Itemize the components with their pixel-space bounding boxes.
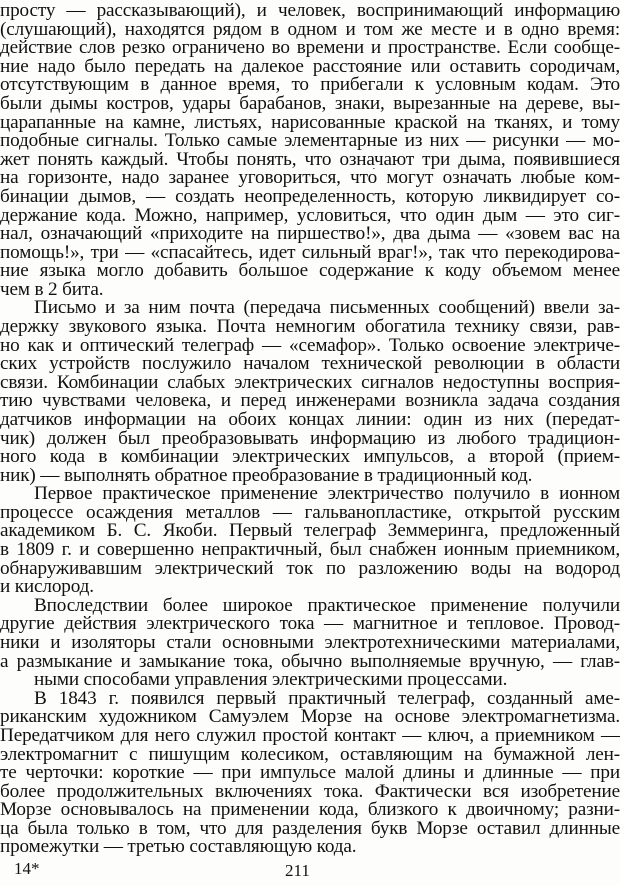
text-line: а размыкание и замыкание тока, обычно выполняемые вручную, — глав- (0, 651, 620, 672)
text-line: чем в 2 бита. (0, 279, 104, 300)
text-line: были дымы костров, удары барабанов, знаки, вырезанные на дереве, вы- (0, 93, 620, 114)
text-line: те черточки: короткие — при импульсе малой длины и длинные — при (0, 763, 620, 784)
text-line: промежутки — третью составляющую кода. (0, 837, 357, 858)
text-line: Первое практическое применение электричество получило в ионном (34, 484, 620, 505)
text-line: чик) должен был преобразовывать информацию из любого традицион- (0, 428, 620, 449)
text-line: Передатчиком для него служил простой контакт — ключ, а приемником — (0, 725, 620, 746)
text-line: ными способами управления электрическими процессами. (34, 670, 508, 691)
text-line: Морзе основывалось на применении кода, близкого к двоичному; разни- (0, 800, 620, 821)
text-line: просту — рассказывающий), и человек, воспринимающий информацию (0, 1, 620, 21)
text-line: действие слов резко ограничено во времени и пространстве. Если сообще- (0, 38, 620, 59)
text-line: (слушающий), находятся рядом в одном и том же месте и в одно время: (0, 19, 620, 40)
text-line: связи. Комбинации слабых электрических сигналов недоступны восприя- (0, 372, 620, 393)
text-line: ца была только в том, что для разделения букв Морзе оставил длинные (0, 818, 620, 839)
text-line: держку звукового языка. Почта немногим обогатила технику связи, рав- (0, 317, 620, 337)
text-line: электромагнит с пишущим колесиком, оставляющим на бумажной лен- (0, 744, 620, 765)
text-line: датчиков информации на обоих концах линии: один из них (передат- (0, 409, 620, 430)
text-line: Письмо и за ним почта (передача письменных сообщений) ввели за- (34, 298, 620, 319)
text-line: ного кода в комбинации электрических импульсов, а второй (прием- (0, 447, 620, 468)
text-line: тию чувствами человека, и перед инженерами возникла задача создания (0, 391, 620, 412)
text-line: держание кода. Можно, например, условиться, что один дым — это сиг- (0, 205, 620, 226)
text-line: нал, означающий «приходите на пиршество!», два дыма — «зовем вас на (0, 224, 620, 244)
page-number: 211 (285, 861, 310, 880)
text-line: ние языка могло добавить большое содержание к коду объемом менее (0, 261, 620, 282)
text-line: В 1843 г. появился первый практичный телеграф, созданный аме- (34, 688, 620, 709)
text-line: но как и оптический телеграф — «семафор». Только освоение электриче- (0, 335, 620, 356)
text-line: на горизонте, надо заранее уговориться, что́ могут означать любые ком- (0, 168, 620, 189)
text-line: риканским художником Самуэлем Морзе на основе электромагнетизма. (0, 707, 620, 728)
text-line: процессе осаждения металлов — гальванопластике, открытой русским (0, 502, 620, 523)
text-line: более продолжительных включениях тока. Фактически вся изобретение (0, 781, 620, 802)
text-line: академиком Б. С. Якоби. Первый телеграф Земмеринга, предложенный (0, 521, 620, 542)
text-line: отсутствующим в данное время, то прибегали к условным кодам. Это (0, 75, 620, 96)
text-line: другие действия электрического тока — магнитное и тепловое. Провод- (0, 614, 620, 635)
text-line: ники и изоляторы стали основными электротехническими материалами, (0, 633, 620, 653)
text-line: жет понять каждый. Чтобы понять, что означают три дыма, появившиеся (0, 149, 620, 170)
text-line: и кислород. (0, 577, 94, 598)
text-line: помощь!», три — «спасайтесь, идет сильный враг!», так что перекодирова- (0, 242, 620, 263)
text-line: царапанные на камне, листьях, нарисованные краской на тканях, и тому (0, 112, 620, 133)
text-line: бинации дымов, — создать неопределенность, которую ликвидирует со- (0, 186, 620, 207)
text-line: подобные сигналы. Только самые элементарные из них — рисунки — мо- (0, 131, 620, 152)
signature-mark: 14* (14, 859, 40, 878)
text-line: ник) — выполнять обратное преобразование в традиционный код. (0, 465, 533, 486)
text-line: в 1809 г. и совершенно непрактичный, был снабжен ионным приемником, (0, 540, 620, 560)
text-line: Впоследствии более широкое практическое применение получили (34, 595, 620, 616)
text-line: ских устройств послужило началом технической революции в области (0, 354, 620, 375)
text-line: ние надо было передать на далекое расстояние или оставить сородичам, (0, 56, 620, 77)
text-line: обнаруживавшим электрический ток по разложению воды на водород (0, 558, 620, 579)
